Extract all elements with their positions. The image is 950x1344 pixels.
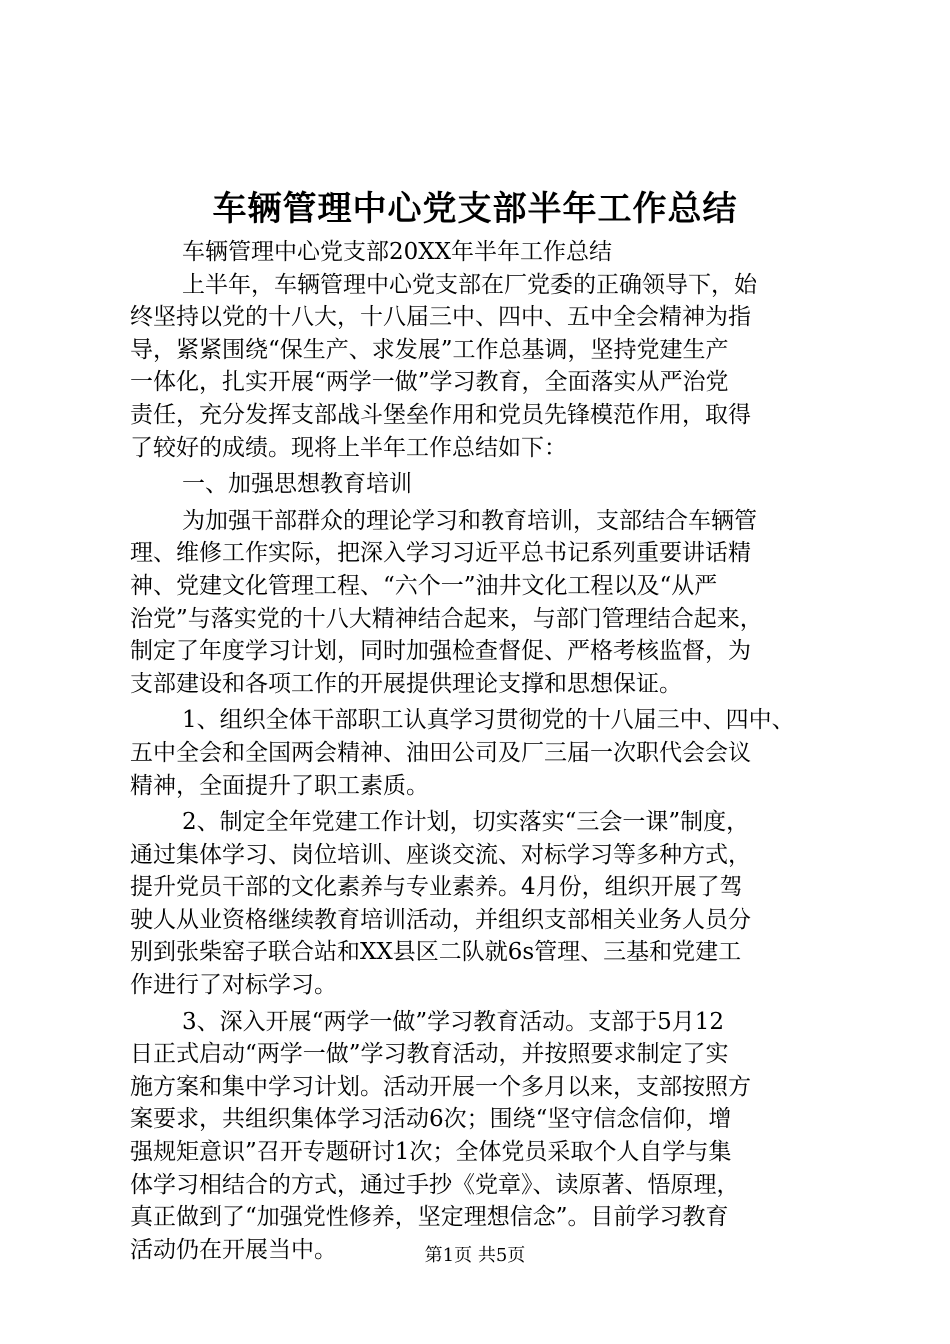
body-line: 一、加强思想教育培训 xyxy=(182,471,412,498)
body-line: 通过集体学习、岗位培训、座谈交流、对标学习等多种方式， xyxy=(130,841,751,868)
body-line: 终坚持以党的十八大，十八届三中、四中、五中全会精神为指 xyxy=(130,304,751,331)
body-line: 2、制定全年党建工作计划，切实落实“三会一课”制度， xyxy=(182,809,750,836)
body-line: 上半年，车辆管理中心党支部在厂党委的正确领导下，始 xyxy=(182,271,757,298)
body-line: 1、组织全体干部职工认真学习贯彻党的十八届三中、四中、 xyxy=(182,707,795,734)
body-line: 施方案和集中学习计划。活动开展一个多月以来，支部按照方 xyxy=(130,1073,751,1100)
body-line: 体学习相结合的方式，通过手抄《党章》、读原著、悟原理， xyxy=(130,1171,740,1198)
body-line: 制定了年度学习计划，同时加强检查督促、严格考核监督，为 xyxy=(130,638,751,665)
body-line: 别到张柴窑子联合站和XX县区二队就6s管理、三基和党建工 xyxy=(130,939,742,966)
body-line: 了较好的成绩。现将上半年工作总结如下： xyxy=(130,434,567,461)
body-line: 3、深入开展“两学一做”学习教育活动。支部于5月12 xyxy=(182,1008,725,1035)
page-footer: 第1页 共5页 xyxy=(424,1245,526,1266)
body-line: 神、党建文化管理工程、“六个一”油井文化工程以及“从严 xyxy=(130,572,718,599)
body-line: 支部建设和各项工作的开展提供理论支撑和思想保证。 xyxy=(130,670,682,697)
body-line: 车辆管理中心党支部20XX年半年工作总结 xyxy=(182,239,613,265)
body-line: 真正做到了“加强党性修养，坚定理想信念”。目前学习教育 xyxy=(130,1204,729,1231)
body-line: 理、维修工作实际，把深入学习习近平总书记系列重要讲话精 xyxy=(130,540,751,567)
body-line: 导，紧紧围绕“保生产、求发展”工作总基调，坚持党建生产 xyxy=(130,336,729,363)
document-body xyxy=(130,236,830,1266)
body-line: 驶人从业资格继续教育培训活动，并组织支部相关业务人员分 xyxy=(130,906,751,933)
body-line: 活动仍在开展当中。 xyxy=(130,1236,337,1263)
body-line: 案要求，共组织集体学习活动6次；围绕“坚守信念信仰，增 xyxy=(130,1106,732,1133)
body-line: 一体化，扎实开展“两学一做”学习教育，全面落实从严治党 xyxy=(130,369,729,396)
body-line: 精神，全面提升了职工素质。 xyxy=(130,772,429,799)
body-line: 五中全会和全国两会精神、油田公司及厂三届一次职代会会议 xyxy=(130,739,751,766)
body-line: 责任，充分发挥支部战斗堡垒作用和党员先锋模范作用，取得 xyxy=(130,401,751,428)
body-line: 强规矩意识”召开专题研讨1次；全体党员采取个人自学与集 xyxy=(130,1139,732,1166)
document-title: 车辆管理中心党支部半年工作总结 xyxy=(212,189,738,229)
body-line: 治党”与落实党的十八大精神结合起来，与部门管理结合起来， xyxy=(130,605,763,632)
body-line: 为加强干部群众的理论学习和教育培训，支部结合车辆管 xyxy=(182,507,757,534)
body-line: 提升党员干部的文化素养与专业素养。4月份，组织开展了驾 xyxy=(130,874,743,901)
body-line: 日正式启动“两学一做”学习教育活动，并按照要求制定了实 xyxy=(130,1041,729,1068)
body-line: 作进行了对标学习。 xyxy=(130,972,337,999)
